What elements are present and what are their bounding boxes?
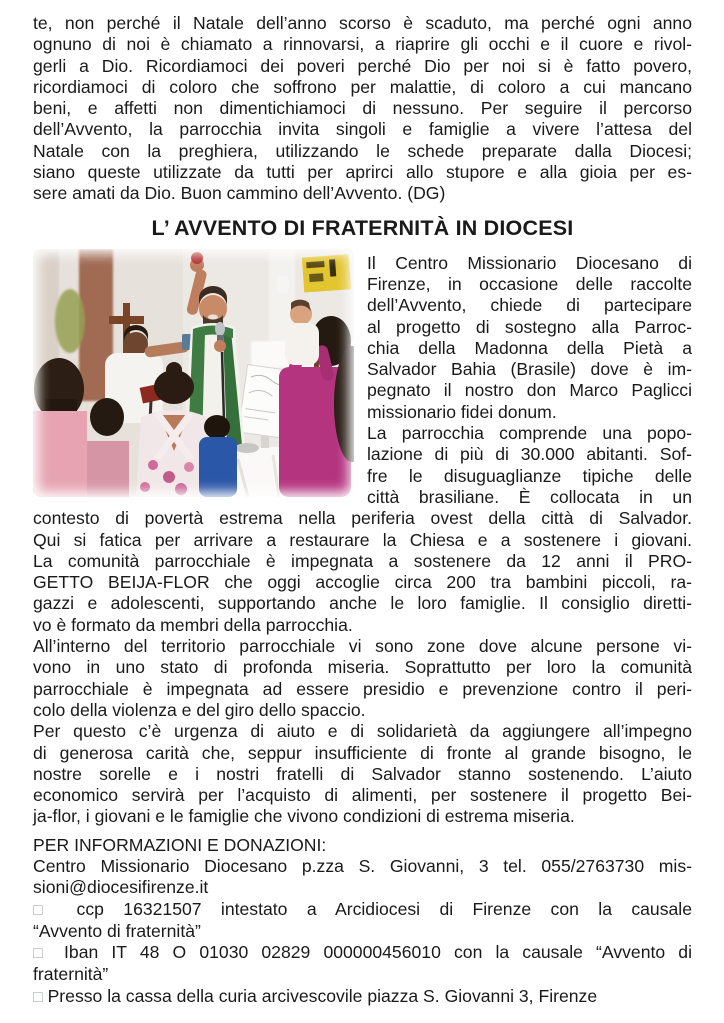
text-line: All’interno del territorio parrocchiale vi sono zone dove alcune persone vi-	[33, 636, 692, 657]
donation-option-iban	[33, 942, 692, 964]
donations-block	[33, 835, 692, 1008]
text-line: ricordiamoci di coloro che soffrono per malattie, di coloro a cui mancano	[33, 76, 692, 97]
checkbox-icon: □	[33, 945, 51, 963]
text-line: chia della Madonna della Pietà a	[367, 337, 692, 358]
text-line: Centro Missionario Diocesano p.zza S. Giovanni, 3 tel. 055/2763730 mis-	[33, 855, 692, 876]
text-line: vo è formato da membri della parrocchia.	[33, 614, 353, 635]
text-line: Il Centro Missionario Diocesano di	[367, 252, 692, 273]
donation-option-ccp	[33, 899, 692, 921]
text-line: vono in uno stato di profonda miseria. Soprattutto per loro la comunità	[33, 657, 692, 678]
text-line: pegnato il nostro don Marco Paglicci	[367, 380, 692, 401]
text-line: al progetto di sostegno alla Parroc-	[367, 316, 692, 337]
donation-option-text: ccp 16321507 intestato a Arcidiocesi di Firenze con la causale	[76, 898, 692, 919]
text-line: lazione di più di 30.000 abitanti. Sof-	[367, 444, 692, 465]
section-media-row	[33, 249, 692, 509]
text-line: GETTO BEIJA-FLOR che oggi accoglie circa 200 tra bambini piccoli, ra-	[33, 572, 692, 593]
donation-option-cassa	[33, 986, 692, 1008]
text-line: contesto di povertà estrema nella periferia ovest della città di Salvador.	[33, 508, 692, 529]
text-line: dell’Avvento, chiede di partecipare	[367, 295, 692, 316]
donations-heading: PER INFORMAZIONI E DONAZIONI:	[33, 834, 327, 855]
microphone	[215, 322, 225, 336]
text-line: La comunità parrocchiale è impegnata a sostenere da 12 anni il PRO-	[33, 550, 692, 571]
intro-paragraph	[33, 13, 692, 205]
text-line: città brasiliane. È collocata in un	[367, 486, 692, 507]
text-line: ognuno di noi è chiamato a rinnovarsi, a riaprire gli occhi e il cuore e rivol-	[33, 34, 692, 55]
donation-option-text: Iban IT 48 O 01030 02829 000000456010 con la causale “Avvento di	[64, 942, 692, 963]
text-line: gerli a Dio. Ricordiamoci dei poveri perché Dio per noi si è fatto povero,	[33, 55, 692, 76]
text-line: ja-flor, i giovani e le famiglie che vivono condizioni di estrema miseria.	[33, 806, 575, 827]
text-line: gazzi e adolescenti, supportando anche le loro famiglie. Il consiglio diretti-	[33, 593, 692, 614]
donation-option-text: Presso la cassa della curia arcivescovile piazza S. Giovanni 3, Firenze	[47, 985, 598, 1006]
section-heading: L’ AVVENTO DI FRATERNITÀ IN DIOCESI	[151, 215, 574, 240]
article-photo	[33, 249, 354, 497]
yellow-sign	[302, 254, 351, 292]
text-line: Qui si fatica per arrivare a restaurare la Chiesa e a sostenere i giovani.	[33, 529, 692, 550]
text-line: sere amati da Dio. Buon cammino dell’Avvento. (DG)	[33, 183, 446, 204]
church-celebration-photo	[33, 249, 354, 497]
text-line: siano queste utilizzate da tutti per aprirci allo stupore e alla gioia per es-	[33, 162, 692, 183]
text-line: di generosa carità che, seppur insufficiente di fronte al grande bisogno, le	[33, 742, 692, 763]
photo-side-column	[367, 249, 692, 509]
text-line: nostre sorelle e i nostri fratelli di Salvador stanno sostenendo. L’aiuto	[33, 763, 692, 784]
text-line: La parrocchia comprende una popo-	[367, 423, 692, 444]
section-body	[33, 508, 692, 827]
text-line: dell’Avvento, la parrocchia invita singoli e famiglie a vivere l’attesa del	[33, 119, 692, 140]
foliage	[55, 289, 85, 353]
text-line: Salvador Bahia (Brasile) dove è im-	[367, 359, 692, 380]
text-line: Per questo c’è urgenza di aiuto e di solidarietà da aggiungere all’impegno	[33, 721, 692, 742]
text-line: parrocchiale è impegnata ad essere presidio e prevenzione contro il peri-	[33, 678, 692, 699]
text-line: economico servirà per l’acquisto di alimenti, per sostenere il progetto Bei-	[33, 785, 692, 806]
text-line: beni, e affetti non dimentichiamoci di nessuno. Per seguire il percorso	[33, 98, 692, 119]
checkbox-icon: □	[33, 988, 43, 1006]
text-line: “Avvento di fraternità”	[33, 920, 201, 941]
text-line: Natale con la preghiera, utilizzando le schede preparate dalla Diocesi;	[33, 140, 692, 161]
wall-sconce	[277, 276, 289, 293]
text-line: te, non perché il Natale dell’anno scorso è scaduto, ma perché ogni anno	[33, 13, 692, 33]
text-line: Firenze, in occasione delle raccolte	[367, 273, 692, 294]
text-line: fraternità”	[33, 964, 109, 985]
text-line: missionario fidei donum.	[367, 401, 557, 422]
checkbox-icon: □	[33, 901, 58, 919]
text-line: fre le disuguaglianze tipiche delle	[367, 465, 692, 486]
text-line: colo della violenza e del giro dello spaccio.	[33, 699, 366, 720]
donations-email-line: sioni@diocesifirenze.it	[33, 877, 209, 898]
